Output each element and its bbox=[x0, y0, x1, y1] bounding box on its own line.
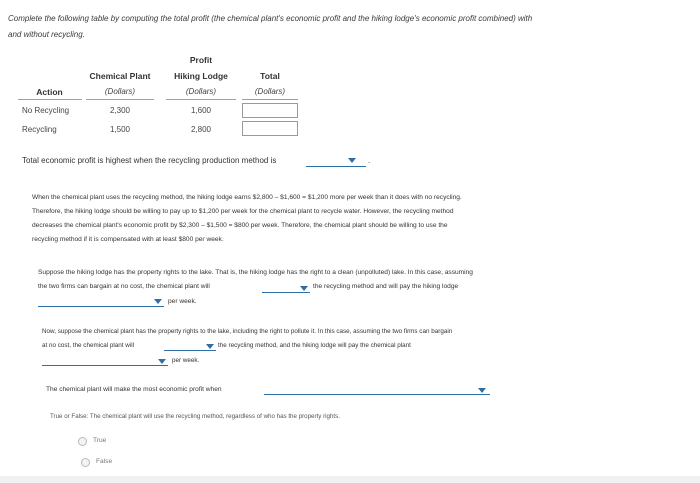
q3-action-dropdown-caret-icon[interactable] bbox=[206, 344, 214, 349]
explanation-line-2: Therefore, the hiking lodge should be willing to pay up to $1,200 per week for the chemical plant to recycle water. However, the recycling method bbox=[32, 208, 454, 215]
total-recycling-input[interactable] bbox=[242, 121, 298, 136]
q1-dropdown[interactable] bbox=[306, 166, 366, 167]
explanation-line-4: recycling method if it is compensated with at least $800 per week. bbox=[32, 236, 224, 243]
q5-false-label: False bbox=[96, 458, 113, 465]
total-no-recycling-input[interactable] bbox=[242, 103, 298, 118]
q2-line-3: per week. bbox=[168, 298, 197, 305]
q2-payment-dropdown-caret-icon[interactable] bbox=[154, 299, 162, 304]
q1-dropdown-caret-icon[interactable] bbox=[348, 158, 356, 163]
profit-header: Profit bbox=[189, 55, 213, 65]
instructions-line-1: Complete the following table by computing the total profit (the chemical plant's economic profit and the hiking lodge's economic profit combined) with bbox=[8, 14, 533, 23]
row-no-recycling-chemical: 2,300 bbox=[109, 106, 131, 115]
row-no-recycling-action: No Recycling bbox=[22, 106, 70, 115]
row-recycling-lodge: 2,800 bbox=[190, 125, 212, 134]
q2-line-1: Suppose the hiking lodge has the property rights to the lake. That is, the hiking lodge has the right to a clean (unpolluted) lake. In this case, assuming bbox=[38, 269, 473, 276]
q3-payment-dropdown[interactable] bbox=[42, 365, 168, 366]
q4-prompt: The chemical plant will make the most economic profit when bbox=[46, 386, 222, 393]
q4-dropdown-caret-icon[interactable] bbox=[478, 388, 486, 393]
instructions bbox=[8, 11, 688, 43]
q4-dropdown[interactable] bbox=[264, 394, 490, 395]
instructions-line-2: and without recycling. bbox=[8, 30, 85, 39]
header-divider-action bbox=[18, 99, 82, 100]
explanation-line-1: When the chemical plant uses the recycling method, the hiking lodge earns $2,800 – $1,600 = $1,200 more per week than it does with no recycling. bbox=[32, 194, 462, 201]
col-hiking-lodge-header: Hiking Lodge bbox=[174, 71, 228, 81]
q2-action-dropdown-caret-icon[interactable] bbox=[300, 286, 308, 291]
q3-payment-dropdown-caret-icon[interactable] bbox=[158, 359, 166, 364]
explanation-line-3: decreases the chemical plant's economic profit by $2,300 – $1,500 = $800 per week. Therefore, the chemical plant should be willing to use the bbox=[32, 222, 448, 229]
q3-line-2b: the recycling method, and the hiking lodge will pay the chemical plant bbox=[218, 342, 411, 349]
row-no-recycling-lodge: 1,600 bbox=[190, 106, 212, 115]
q2-line-2a: the two firms can bargain at no cost, the chemical plant will bbox=[38, 283, 210, 290]
header-divider-total bbox=[242, 99, 298, 100]
row-recycling-action: Recycling bbox=[22, 125, 57, 134]
q3-line-1: Now, suppose the chemical plant has the property rights to the lake, including the right to pollute it. In this case, assuming the two firms can bargain bbox=[42, 328, 453, 335]
q3-line-3: per week. bbox=[172, 357, 200, 364]
q1-suffix: . bbox=[368, 156, 371, 165]
q5-true-radio[interactable] bbox=[78, 437, 87, 446]
q2-action-dropdown[interactable] bbox=[262, 292, 310, 293]
q2-line-2b: the recycling method and will pay the hiking lodge bbox=[313, 283, 459, 290]
col-hiking-lodge-unit: (Dollars) bbox=[185, 87, 217, 96]
q5-true-label: True bbox=[93, 437, 107, 444]
q1-prompt: Total economic profit is highest when the recycling production method is bbox=[22, 156, 277, 165]
q3-action-dropdown[interactable] bbox=[164, 350, 216, 351]
q2-payment-dropdown[interactable] bbox=[38, 306, 164, 307]
q5-false-radio[interactable] bbox=[81, 458, 90, 467]
col-total-unit: (Dollars) bbox=[254, 87, 286, 96]
row-recycling-chemical: 1,500 bbox=[109, 125, 131, 134]
q3-line-2a: at no cost, the chemical plant will bbox=[42, 342, 135, 349]
explanation bbox=[32, 191, 672, 247]
header-divider-lodge bbox=[166, 99, 236, 100]
col-total-header: Total bbox=[260, 71, 280, 81]
col-chemical-plant-unit: (Dollars) bbox=[104, 87, 136, 96]
bottom-strip bbox=[0, 476, 700, 483]
col-chemical-plant-header: Chemical Plant bbox=[89, 71, 151, 81]
col-action-header: Action bbox=[36, 87, 63, 97]
q5-prompt: True or False: The chemical plant will use the recycling method, regardless of who has the property rights. bbox=[50, 413, 340, 420]
header-divider-chemical bbox=[86, 99, 154, 100]
